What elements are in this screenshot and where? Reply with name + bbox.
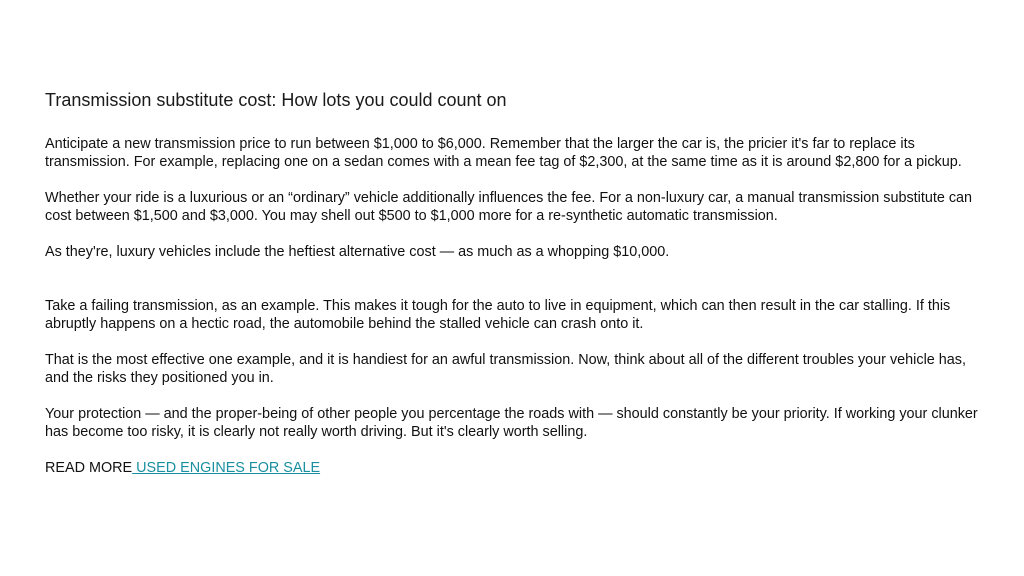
paragraph-failing-transmission: Take a failing transmission, as an example. This makes it tough for the auto to live in equipment, which can then result in the car stalling. If this abruptly happens on a hectic road, the automobile behind the stalled vehicle can crash onto it. [45, 298, 951, 332]
slide-content [45, 88, 980, 477]
used-engines-link[interactable]: USED ENGINES FOR SALE [132, 460, 321, 476]
paragraph-protection: Your protection — and the proper-being of other people you percentage the roads with — should constantly be your priority. If working your clunker has become too risky, it is clearly not really worth driving. But it's clearly worth selling. [45, 406, 978, 440]
read-more-line [45, 459, 980, 477]
paragraph-luxury-cost: As they're, luxury vehicles include the heftiest alternative cost — as much as a whopping $10,000. [45, 244, 670, 260]
paragraph-luxury-vs-ordinary: Whether your ride is a luxurious or an “ordinary” vehicle additionally influences the fee. For a non-luxury car, a manual transmission substitute can cost between $1,500 and $3,000. You may shell out $500 to $1,000 more for a re-synthetic automatic transmission. [45, 190, 973, 224]
page-title: Transmission substitute cost: How lots you could count on [45, 90, 507, 110]
paragraph-cost-range: Anticipate a new transmission price to run between $1,000 to $6,000. Remember that the larger the car is, the pricier it's far to replace its transmission. For example, replacing one on a sedan comes with a mean fee tag of $2,300, at the same time as it is around $2,800 for a pickup. [45, 136, 962, 170]
paragraph-one-example: That is the most effective one example, and it is handiest for an awful transmission. Now, think about all of the different troubles your vehicle has, and the risks they positioned you in. [45, 352, 966, 386]
read-more-label: READ MORE [45, 460, 133, 476]
